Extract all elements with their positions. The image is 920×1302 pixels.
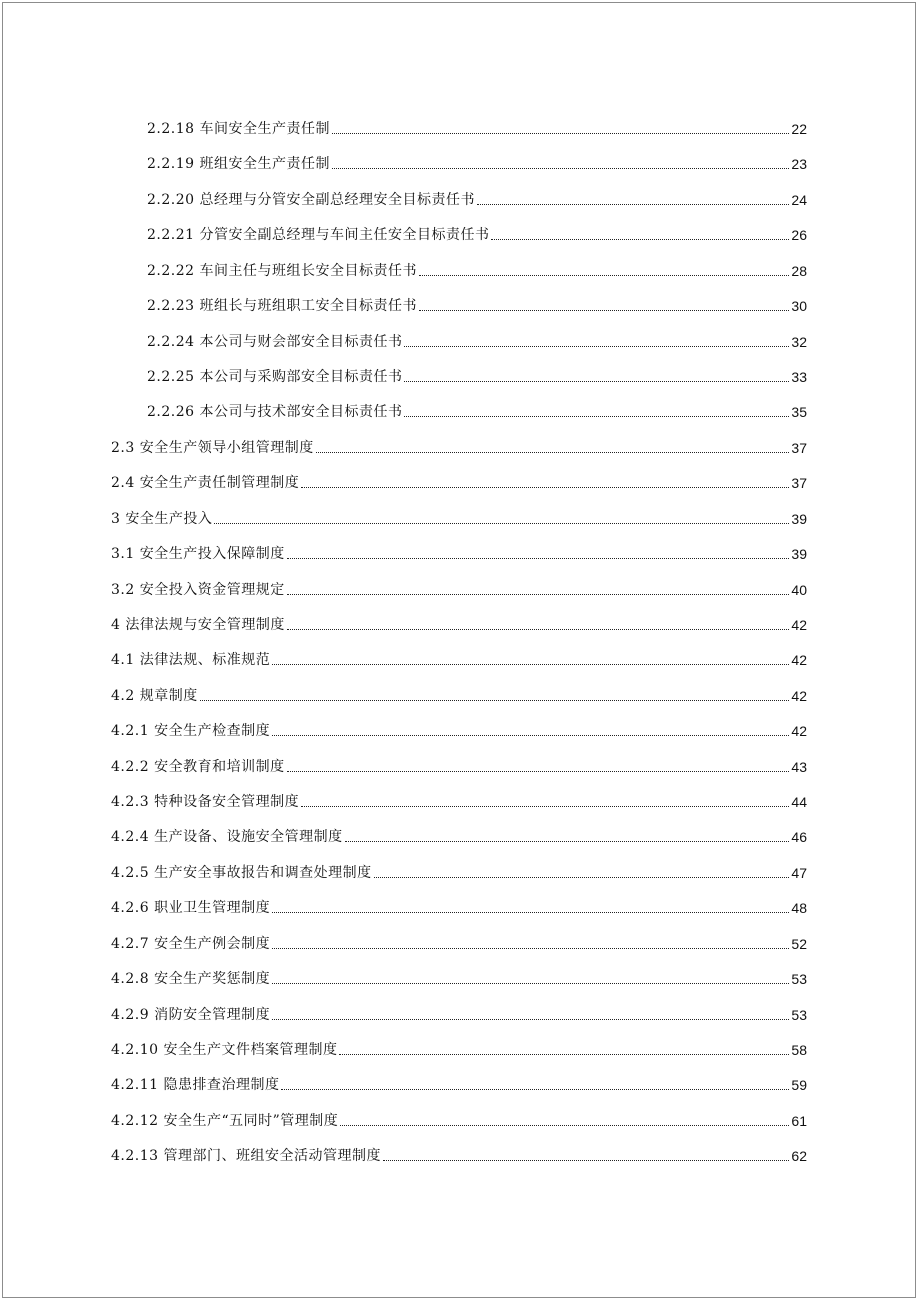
toc-entry[interactable] — [111, 506, 807, 528]
toc-dot-leader — [340, 1125, 789, 1126]
toc-entry[interactable] — [111, 612, 807, 634]
toc-entry-page-number: 44 — [791, 794, 807, 810]
toc-entry-title: 4.2.3 特种设备安全管理制度 — [111, 794, 300, 810]
toc-entry-page-number: 22 — [791, 121, 807, 137]
toc-dot-leader — [345, 841, 790, 842]
toc-entry-page-number: 35 — [791, 404, 807, 421]
toc-dot-leader — [287, 594, 790, 595]
toc-entry-title: 4.2.11 隐患排查治理制度 — [111, 1077, 280, 1094]
toc-entry[interactable] — [147, 258, 807, 280]
toc-entry-title: 2.2.21 分管安全副总经理与车间主任安全目标责任书 — [147, 227, 490, 244]
toc-entry[interactable] — [111, 789, 807, 811]
toc-entry-title: 3 安全生产投入 — [111, 510, 213, 527]
toc-entry[interactable] — [111, 895, 807, 917]
toc-entry-page-number: 28 — [791, 262, 807, 279]
toc-entry-page-number: 62 — [791, 1148, 807, 1165]
toc-entry[interactable] — [147, 364, 807, 386]
toc-entry-title: 3.2 安全投入资金管理规定 — [111, 581, 285, 598]
toc-dot-leader — [374, 877, 790, 878]
toc-entry[interactable] — [111, 1037, 807, 1059]
toc-entry[interactable] — [111, 966, 807, 988]
toc-entry[interactable] — [147, 116, 807, 138]
toc-entry-title: 2.2.18 车间安全生产责任制 — [147, 121, 330, 137]
toc-entry-title: 4.2.12 安全生产“五同时”管理制度 — [111, 1112, 339, 1129]
toc-entry-page-number: 43 — [791, 758, 807, 775]
toc-dot-leader — [272, 735, 789, 736]
toc-entry-page-number: 23 — [791, 156, 807, 173]
toc-entry[interactable] — [111, 931, 807, 953]
toc-dot-leader — [383, 1160, 789, 1161]
toc-entry-title: 4 法律法规与安全管理制度 — [111, 616, 285, 633]
toc-entry-page-number: 61 — [791, 1112, 807, 1129]
toc-entry-page-number: 24 — [791, 191, 807, 208]
toc-entry-title: 4.2.5 生产安全事故报告和调查处理制度 — [111, 864, 372, 881]
toc-dot-leader — [272, 983, 789, 984]
toc-dot-leader — [281, 1089, 789, 1090]
toc-entry[interactable] — [111, 577, 807, 599]
toc-entry[interactable] — [111, 754, 807, 776]
toc-dot-leader — [214, 523, 789, 524]
toc-entry-title: 2.2.26 本公司与技术部安全目标责任书 — [147, 404, 403, 421]
toc-dot-leader — [272, 912, 789, 913]
document-page — [2, 2, 916, 1298]
toc-entry-title: 2.2.20 总经理与分管安全副总经理安全目标责任书 — [147, 191, 475, 208]
toc-entry-page-number: 53 — [791, 971, 807, 988]
toc-entry[interactable] — [111, 435, 807, 457]
toc-entry-title: 4.2.4 生产设备、设施安全管理制度 — [111, 829, 343, 846]
toc-entry-page-number: 42 — [791, 616, 807, 633]
toc-dot-leader — [272, 664, 789, 665]
toc-entry-page-number: 58 — [791, 1041, 807, 1058]
toc-entry-page-number: 53 — [791, 1006, 807, 1023]
toc-entry-page-number: 32 — [791, 333, 807, 350]
toc-entry[interactable] — [111, 824, 807, 846]
toc-entry-title: 4.2.9 消防安全管理制度 — [111, 1006, 271, 1023]
toc-dot-leader — [301, 487, 789, 488]
toc-dot-leader — [339, 1054, 789, 1055]
toc-dot-leader — [332, 133, 789, 134]
toc-entry[interactable] — [111, 1143, 807, 1165]
toc-entry-title: 2.2.19 班组安全生产责任制 — [147, 156, 330, 173]
toc-dot-leader — [419, 310, 789, 311]
toc-entry[interactable] — [147, 151, 807, 173]
toc-entry-page-number: 26 — [791, 227, 807, 244]
toc-entry-title: 4.2.7 安全生产例会制度 — [111, 935, 271, 952]
toc-entry-page-number: 46 — [791, 829, 807, 846]
toc-entry-page-number: 47 — [791, 864, 807, 881]
toc-dot-leader — [272, 1019, 789, 1020]
toc-entry-title: 4.2.10 安全生产文件档案管理制度 — [111, 1041, 338, 1058]
toc-entry-page-number: 33 — [791, 368, 807, 385]
toc-dot-leader — [316, 452, 790, 453]
toc-entry[interactable] — [111, 470, 807, 492]
toc-entry-page-number: 42 — [791, 723, 807, 740]
toc-entry-title: 4.2.6 职业卫生管理制度 — [111, 900, 271, 917]
toc-entry[interactable] — [147, 329, 807, 351]
toc-entry-page-number: 37 — [791, 475, 807, 492]
toc-entry[interactable] — [147, 293, 807, 315]
toc-dot-leader — [287, 771, 790, 772]
toc-entry[interactable] — [111, 541, 807, 563]
toc-entry-title: 2.2.23 班组长与班组职工安全目标责任书 — [147, 298, 417, 315]
toc-entry-title: 4.2.13 管理部门、班组安全活动管理制度 — [111, 1148, 381, 1165]
toc-entry[interactable] — [111, 718, 807, 740]
toc-entry[interactable] — [111, 683, 807, 705]
toc-entry-page-number: 42 — [791, 687, 807, 704]
toc-entry-page-number: 39 — [791, 546, 807, 562]
toc-entry-title: 2.2.22 车间主任与班组长安全目标责任书 — [147, 262, 417, 279]
toc-dot-leader — [404, 416, 789, 417]
toc-entry-page-number: 48 — [791, 900, 807, 917]
toc-entry-title: 4.1 法律法规、标准规范 — [111, 652, 271, 669]
toc-entry-page-number: 59 — [791, 1077, 807, 1094]
toc-entry-title: 4.2 规章制度 — [111, 687, 198, 704]
toc-entry-page-number: 39 — [791, 510, 807, 527]
toc-entry-title: 2.4 安全生产责任制管理制度 — [111, 475, 300, 492]
toc-entry-page-number: 52 — [791, 935, 807, 952]
toc-entry-title: 2.2.25 本公司与采购部安全目标责任书 — [147, 368, 403, 385]
toc-dot-leader — [272, 948, 789, 949]
toc-entry[interactable] — [111, 647, 807, 669]
toc-entry-page-number: 37 — [791, 439, 807, 456]
toc-dot-leader — [332, 168, 789, 169]
toc-entry[interactable] — [111, 1072, 807, 1094]
toc-entry[interactable] — [147, 399, 807, 421]
toc-entry-page-number: 30 — [791, 298, 807, 315]
toc-dot-leader — [491, 239, 789, 240]
toc-dot-leader — [200, 700, 790, 701]
toc-dot-leader — [419, 275, 789, 276]
toc-entry-title: 4.2.2 安全教育和培训制度 — [111, 758, 285, 775]
toc-entry-title: 2.3 安全生产领导小组管理制度 — [111, 439, 314, 456]
toc-dot-leader — [404, 346, 789, 347]
toc-entry[interactable] — [111, 1002, 807, 1024]
toc-entry[interactable] — [111, 860, 807, 882]
toc-entry-page-number: 40 — [791, 581, 807, 598]
toc-entry[interactable] — [147, 187, 807, 209]
toc-dot-leader — [287, 558, 790, 559]
toc-entry-title: 4.2.1 安全生产检查制度 — [111, 723, 271, 740]
toc-entry-title: 3.1 安全生产投入保障制度 — [111, 546, 285, 562]
toc-entry-title: 4.2.8 安全生产奖惩制度 — [111, 971, 271, 988]
toc-dot-leader — [287, 629, 790, 630]
toc-entry[interactable] — [147, 222, 807, 244]
toc-entry[interactable] — [111, 1108, 807, 1130]
table-of-contents — [3, 3, 915, 1297]
toc-dot-leader — [477, 204, 789, 205]
toc-entry-page-number: 42 — [791, 652, 807, 669]
toc-entry-title: 2.2.24 本公司与财会部安全目标责任书 — [147, 333, 403, 350]
toc-dot-leader — [404, 381, 789, 382]
toc-dot-leader — [301, 806, 789, 807]
